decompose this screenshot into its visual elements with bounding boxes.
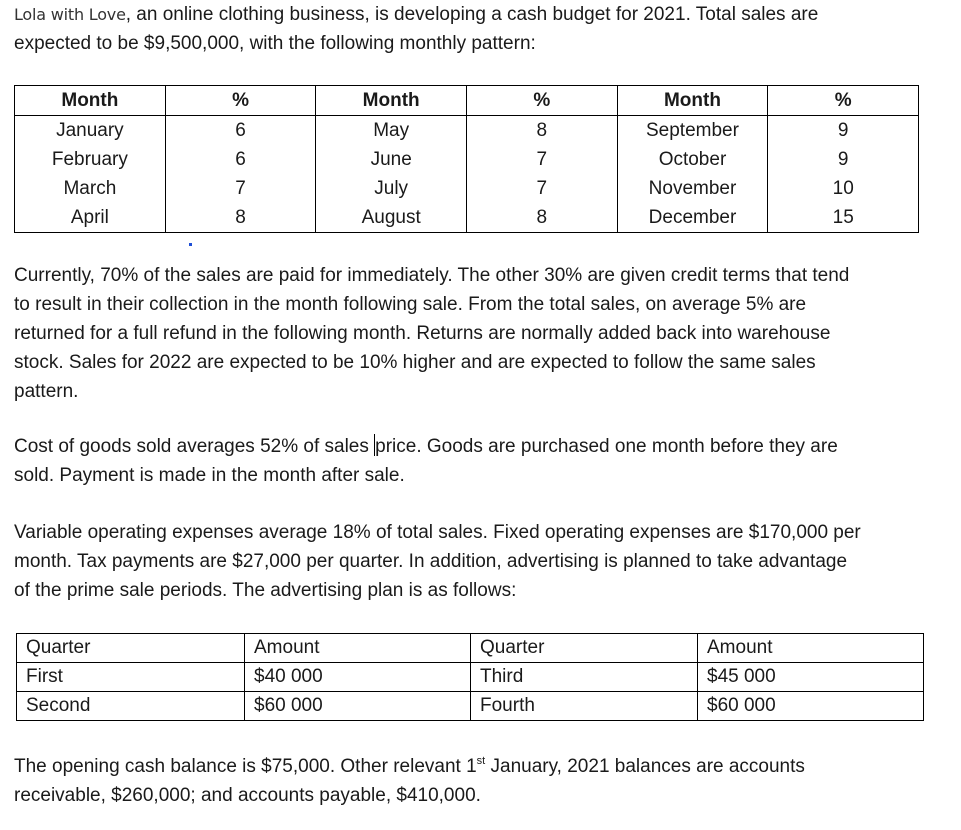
header-amount-2: Amount: [698, 634, 924, 663]
expenses-paragraph: [14, 518, 861, 605]
table-cell: January: [15, 116, 166, 146]
table-cell: Fourth: [471, 692, 698, 721]
collections-paragraph: [14, 261, 849, 406]
header-month-3: Month: [617, 86, 768, 116]
table-cell: September: [617, 116, 768, 146]
table-row: [17, 663, 924, 692]
intro-line-2: expected to be $9,500,000, with the following monthly pattern:: [14, 33, 536, 54]
table-cell: 8: [467, 116, 618, 146]
table-cell: 7: [467, 145, 618, 174]
table-cell: June: [316, 145, 467, 174]
table-cell: 15: [768, 203, 919, 233]
paragraph-line: returned for a full refund in the following month. Returns are normally added back into warehouse: [14, 323, 831, 344]
table-cell: $60 000: [245, 692, 471, 721]
table-cell: 10: [768, 174, 919, 203]
table-cell: First: [17, 663, 245, 692]
table-cell: February: [15, 145, 166, 174]
ordinal-superscript: st: [476, 755, 486, 767]
table-cell: 6: [165, 145, 316, 174]
table-cell: 7: [165, 174, 316, 203]
paragraph-line: of the prime sale periods. The advertising plan is as follows:: [14, 580, 517, 601]
paragraph-line: pattern.: [14, 381, 79, 402]
table-cell: March: [15, 174, 166, 203]
intro-line-1: Lola with Love, an online clothing business, is developing a cash budget for 2021. Total sales are: [14, 4, 819, 25]
table-cell: $40 000: [245, 663, 471, 692]
paragraph-line: month. Tax payments are $27,000 per quarter. In addition, advertising is planned to take advantage: [14, 551, 848, 572]
table-cell: $45 000: [698, 663, 924, 692]
header-quarter-1: Quarter: [17, 634, 245, 663]
table-row: [15, 116, 919, 146]
table-cell: Third: [471, 663, 698, 692]
paragraph-line: The opening cash balance is $75,000. Other relevant 1st January, 2021 balances are accounts: [14, 755, 805, 777]
header-pct-3: %: [768, 86, 919, 116]
table-cell: Second: [17, 692, 245, 721]
table-cell: 8: [165, 203, 316, 233]
table-cell: April: [15, 203, 166, 233]
table-cell: 6: [165, 116, 316, 146]
brand-name: Lola with Love: [14, 5, 126, 24]
paragraph-line: Variable operating expenses average 18% of total sales. Fixed operating expenses are $170,000 per: [14, 522, 861, 543]
paragraph-line: Cost of goods sold averages 52% of sales price. Goods are purchased one month before they are: [14, 436, 838, 457]
opening-balance-paragraph: [14, 752, 805, 810]
intro-paragraph: [14, 0, 818, 58]
paragraph-line: sold. Payment is made in the month after sale.: [14, 465, 405, 486]
header-quarter-2: Quarter: [471, 634, 698, 663]
table-cell: October: [617, 145, 768, 174]
paragraph-line: receivable, $260,000; and accounts payable, $410,000.: [14, 785, 481, 806]
header-pct-1: %: [165, 86, 316, 116]
paragraph-line: Currently, 70% of the sales are paid for immediately. The other 30% are given credit terms that tend: [14, 265, 850, 286]
table-row: [15, 145, 919, 174]
table-header-row: [15, 86, 919, 116]
header-month-2: Month: [316, 86, 467, 116]
table-cell: 8: [467, 203, 618, 233]
table-cell: 9: [768, 116, 919, 146]
table-cell: December: [617, 203, 768, 233]
header-pct-2: %: [467, 86, 618, 116]
table-cell: May: [316, 116, 467, 146]
table-cell: November: [617, 174, 768, 203]
header-amount-1: Amount: [245, 634, 471, 663]
table-cell: July: [316, 174, 467, 203]
advertising-plan-table: [16, 633, 924, 721]
table-header-row: [17, 634, 924, 663]
stray-mark: [189, 243, 192, 246]
table-cell: 7: [467, 174, 618, 203]
header-month-1: Month: [15, 86, 166, 116]
table-cell: August: [316, 203, 467, 233]
paragraph-line: stock. Sales for 2022 are expected to be 10% higher and are expected to follow the same sales: [14, 352, 816, 373]
cost-of-goods-paragraph: [14, 432, 838, 490]
table-row: [15, 174, 919, 203]
table-row: [17, 692, 924, 721]
table-cell: 9: [768, 145, 919, 174]
table-row: [15, 203, 919, 233]
monthly-sales-table: [14, 85, 919, 233]
paragraph-line: to result in their collection in the month following sale. From the total sales, on average 5% are: [14, 294, 807, 315]
table-cell: $60 000: [698, 692, 924, 721]
